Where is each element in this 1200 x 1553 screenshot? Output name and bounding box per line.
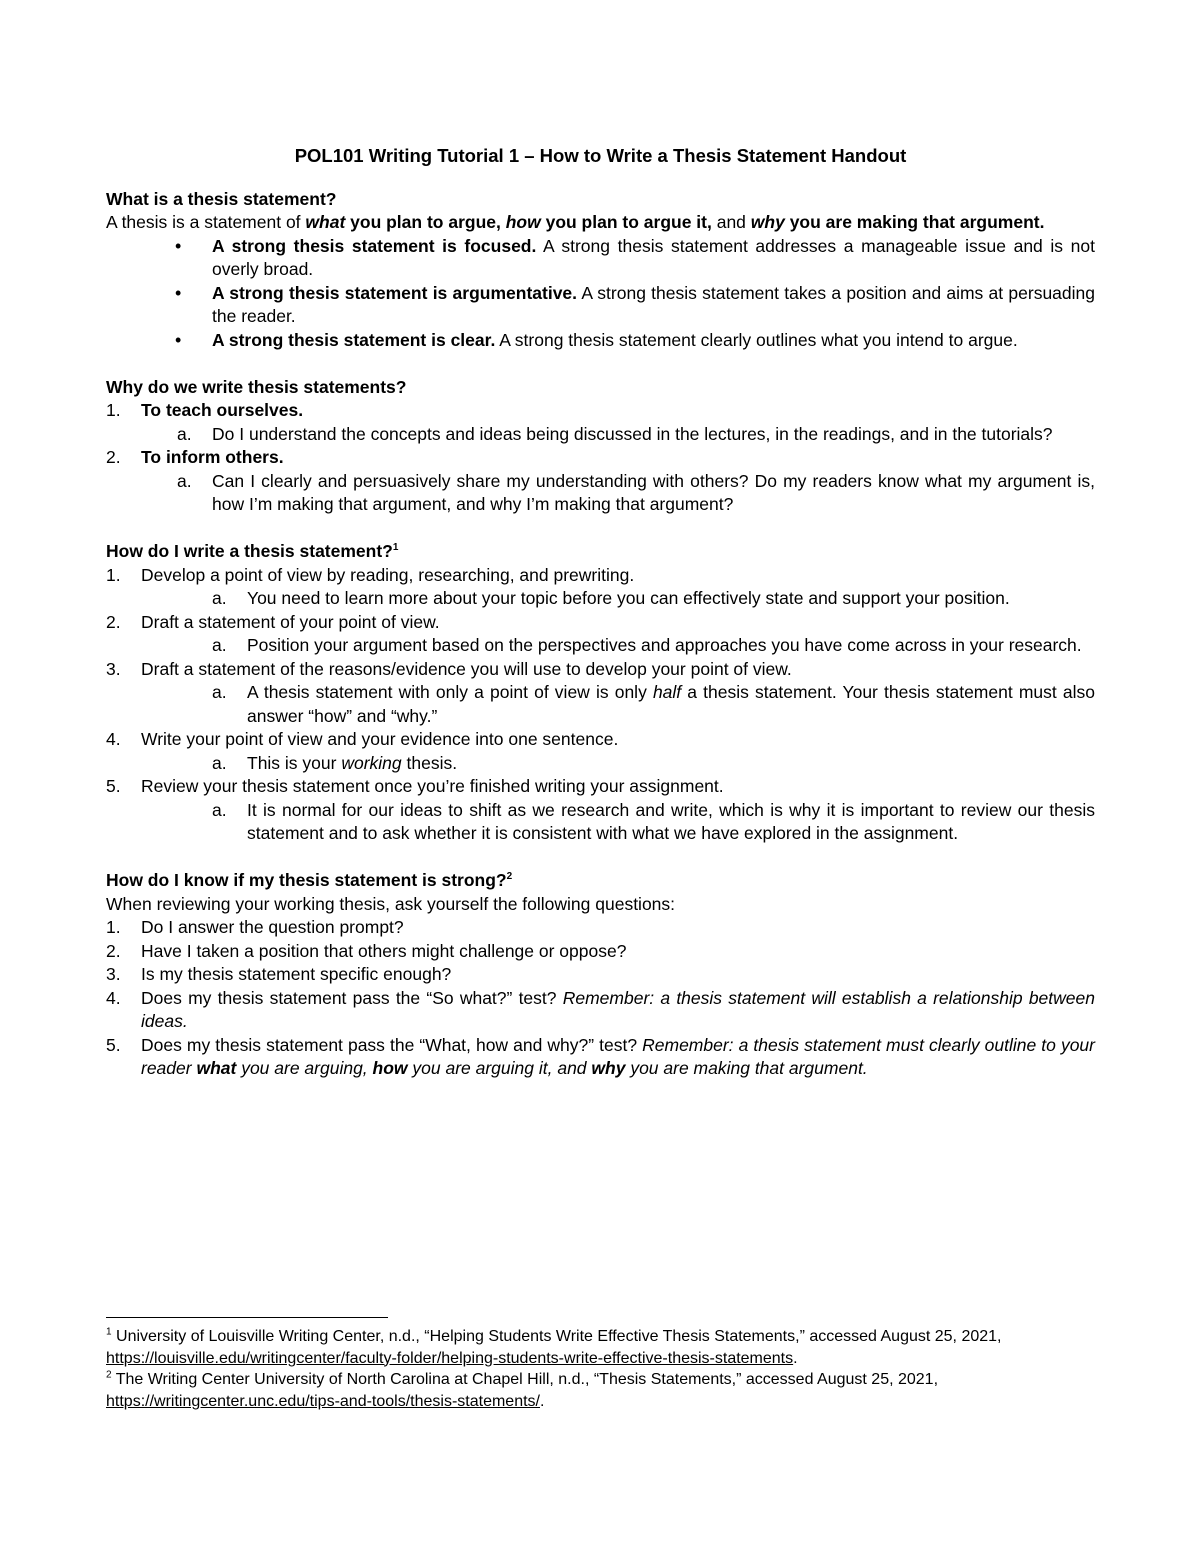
footnote-link[interactable]: https://louisville.edu/writingcenter/faculty-folder/helping-students-write-effective-thesis-statements xyxy=(106,1349,794,1367)
list-item: 5. Review your thesis statement once you’re finished writing your assignment. a. It is normal for our ideas to shift as we research and write, which is why it is important to review our thesis statement and to ask whether it is consistent with what we have explored in the assignment. xyxy=(141,775,1095,846)
footnote-2: $^2$ The Writing Center University of North Carolina at Chapel Hill, n.d., “Thesis Statements,” accessed August 25, 2021, https://writingcenter.unc.edu/tips-and-tools/thesis-statements/. xyxy=(106,1369,939,1410)
section-intro: When reviewing your working thesis, ask yourself the following questions: xyxy=(106,893,676,914)
how-list xyxy=(106,564,1095,846)
page-title: POL101 Writing Tutorial 1 – How to Write a Thesis Statement Handout xyxy=(294,145,907,166)
sub-list-item: a. Position your argument based on the perspectives and approaches you have come across in your research. xyxy=(212,635,1082,655)
sub-list-item: a. You need to learn more about your topic before you can effectively state and support your position. xyxy=(212,588,1010,608)
document-page xyxy=(106,144,1095,1081)
section-heading-how: How do I write a thesis statement?$^1$ xyxy=(106,541,399,561)
bullet-item: • A strong thesis statement is focused. A strong thesis statement addresses a manageable issue and is not overly broad. xyxy=(212,235,1095,282)
footnotes xyxy=(106,1326,1095,1412)
bullet-item: • A strong thesis statement is argumentative. A strong thesis statement takes a position and aims at persuading the reader. xyxy=(212,282,1095,329)
thesis-definition: A thesis is a statement of what you plan to argue, how you plan to argue it, and why you are making that argument. xyxy=(106,212,1045,232)
section-heading-why: Why do we write thesis statements? xyxy=(106,376,407,397)
list-item: 5. Does my thesis statement pass the “What, how and why?” test? Remember: a thesis statement must clearly outline to your reader what you are arguing, how you are arguing it, and why you are making that argument. xyxy=(106,1034,1095,1078)
list-item: 3. Is my thesis statement specific enough? xyxy=(106,964,452,984)
footnote-1: $^1$ University of Louisville Writing Center, n.d., “Helping Students Write Effective Thesis Statements,” accessed August 25, 2021, https://louisville.edu/writingcenter/faculty-folder/helping-students-write-effective-thesis-statements. xyxy=(106,1326,1002,1367)
list-item: 4. Does my thesis statement pass the “So what?” test? Remember: a thesis statement will establish a relationship between ideas. xyxy=(106,987,1095,1031)
footnote-ref[interactable]: 2 xyxy=(506,871,513,883)
sub-list-item: a. A thesis statement with only a point of view is only half a thesis statement. Your thesis statement must also answer “how” and “why.” xyxy=(212,682,1095,726)
sub-list-item: a. This is your working thesis. xyxy=(212,752,458,773)
list-item: 3. Draft a statement of the reasons/evidence you will use to develop your point of view. a. A thesis statement with only a point of view is only half a thesis statement. Your thesis statement must also answer “how” and “why.” xyxy=(141,658,1095,729)
footnote-link[interactable]: https://writingcenter.unc.edu/tips-and-tools/thesis-statements/ xyxy=(106,1392,540,1410)
footnote-separator xyxy=(106,1317,388,1318)
sub-list-item: a. Can I clearly and persuasively share my understanding with others? Do my readers know what my argument is, how I’m making that argument, and why I’m making that argument? xyxy=(177,470,1095,514)
list-item: 1. Do I answer the question prompt? xyxy=(106,917,404,937)
section-heading-strong: How do I know if my thesis statement is strong?$^2$ xyxy=(106,870,513,890)
list-item: 2. Draft a statement of your point of view. a. Position your argument based on the perspectives and approaches you have come across in your research. xyxy=(141,611,1095,658)
sub-list-item: a. Do I understand the concepts and ideas being discussed in the lectures, in the readings, and in the tutorials? xyxy=(177,423,1053,444)
list-item: 2. Have I taken a position that others might challenge or oppose? xyxy=(106,940,627,961)
list-item: 4. Write your point of view and your evidence into one sentence. a. This is your working thesis. xyxy=(141,728,1095,775)
list-item: 2. To inform others. a. Can I clearly and persuasively share my understanding with others? Do my readers know what my argument is, how I’m making that argument, and why I’m making that argument? xyxy=(141,446,1095,517)
why-list xyxy=(106,399,1095,517)
strong-thesis-bullets xyxy=(106,235,1095,353)
list-item: 1. To teach ourselves. a. Do I understand the concepts and ideas being discussed in the lectures, in the readings, and in the tutorials? xyxy=(141,399,1095,446)
footnote-ref[interactable]: 1 xyxy=(392,542,399,554)
list-item: 1. Develop a point of view by reading, researching, and prewriting. a. You need to learn more about your topic before you can effectively state and support your position. xyxy=(141,564,1095,611)
sub-list-item: a. It is normal for our ideas to shift as we research and write, which is why it is important to review our thesis statement and to ask whether it is consistent with what we have explored in the assignment. xyxy=(212,799,1095,843)
bullet-item: • A strong thesis statement is clear. A strong thesis statement clearly outlines what you intend to argue. xyxy=(212,329,1095,353)
section-heading-what: What is a thesis statement? xyxy=(106,188,337,209)
questions-list xyxy=(106,916,1095,1081)
